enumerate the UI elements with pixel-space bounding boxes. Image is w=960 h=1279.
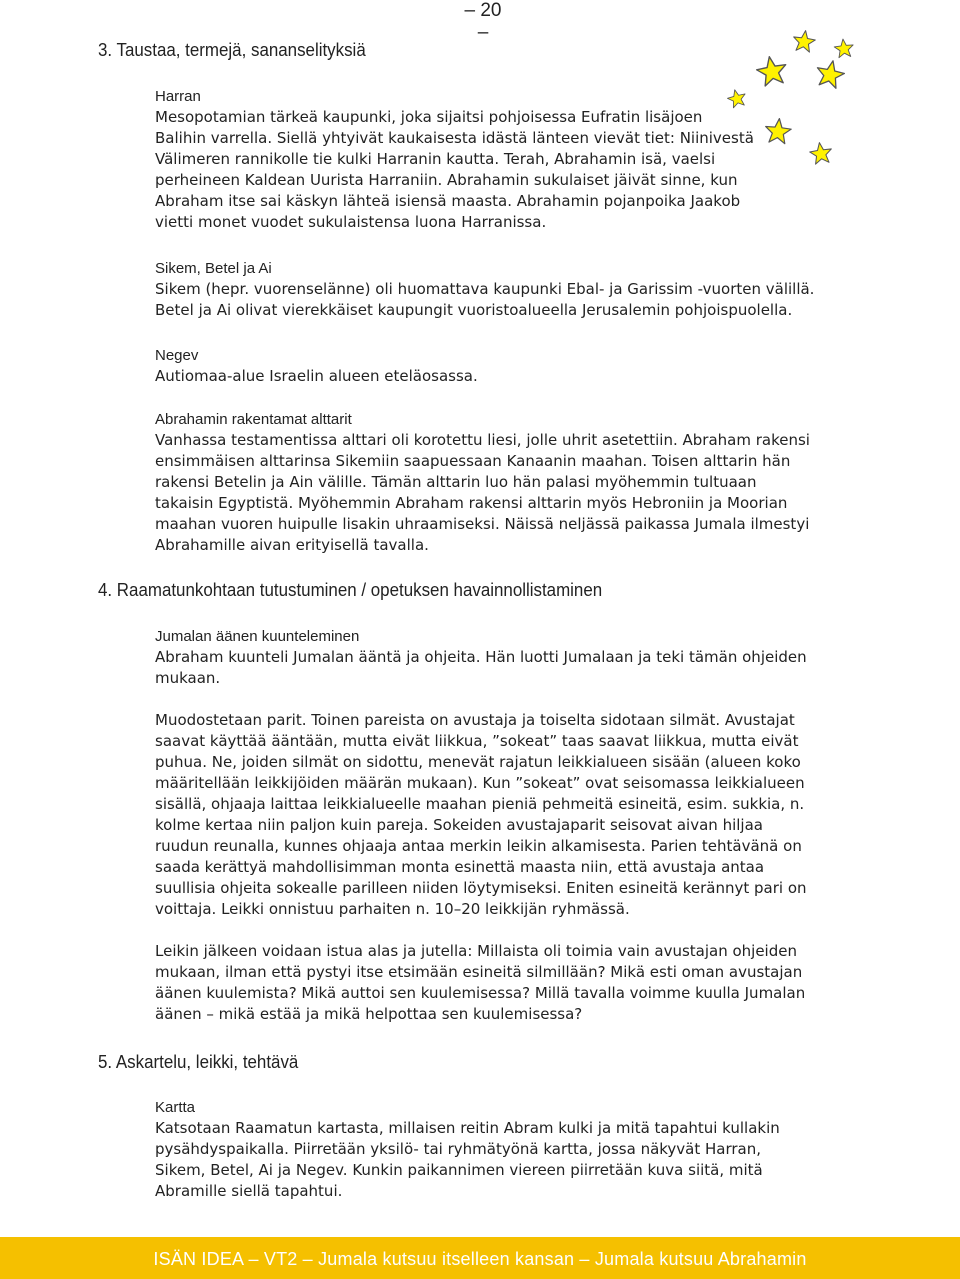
footer-bar bbox=[0, 1237, 960, 1279]
activity-listening bbox=[155, 626, 815, 1025]
term-text: Sikem (hepr. vuorenselänne) oli huomattava kaupunki Ebal- ja Garissim -vuorten välillä. Betel ja Ai olivat vierekkäiset kaupungit vuoristoalueella Jerusalemin pohjoispuolella. bbox=[155, 280, 815, 319]
section-heading-5: 5. Askartelu, leikki, tehtävä bbox=[98, 1052, 299, 1072]
activity-map bbox=[155, 1097, 815, 1202]
section-heading-4: 4. Raamatunkohtaan tutustuminen / opetuksen havainnollistaminen bbox=[98, 580, 603, 600]
term-alttarit bbox=[155, 409, 815, 556]
paragraph: Katsotaan Raamatun kartasta, millaisen reitin Abram kulki ja mitä tapahtui kullakin pysähdyspaikalla. Piirretään yksilö- tai ryhmätyönä kartta, jossa näkyvät Harran, Sikem, Betel, Ai ja Negev. Kunkin paikannimen viereen piirretään kuva siitä, mitä Abramille siellä tapahtui. bbox=[155, 1119, 780, 1200]
term-title: Abrahamin rakentamat alttarit bbox=[155, 411, 352, 428]
term-text: Mesopotamian tärkeä kaupunki, joka sijaitsi pohjoisessa Eufratin lisäjoen Balihin varrella. Siellä yhtyivät kaukaisesta idästä länteen vievät tiet: Niinivestä Välimeren rannikolle tie kulki Harranin kautta. Terah, Abrahamin isä, vaelsi perheineen Kaldean Uurista Harraniin. Abrahamin sukulaiset jäivät sinne, kun Abraham itse sai käskyn lähteä isiensä maasta. Abrahamin pojanpoika Jaakob vietti monet vuodet sukulaistensa luona Harranissa. bbox=[155, 108, 754, 231]
activity-title: Jumalan äänen kuunteleminen bbox=[155, 628, 360, 645]
star-icon bbox=[814, 58, 846, 89]
paragraph: Muodostetaan parit. Toinen pareista on avustaja ja toiselta sidotaan silmät. Avustajat saavat käyttää ääntään, mutta eivät liikkua, ”sokeat” taas saavat liikkua, mutta eivät puhua. Ne, joiden silmät on sidottu, menevät rajatun leikkialueen sisään (alueen koko määritellään leikkijöiden määrän mukaan). Kun ”sokeat” ovat seisomassa leikkialueen sisällä, ohjaaja laittaa leikkialueelle maahan pieniä pehmeitä esineitä, esim. sukkia, n. kolme kertaa niin paljon kuin pareja. Sokeiden avustajaparit seisovat aivan hiljaa ruudun reunalla, kunnes ohjaaja antaa merkin leikin alkamisesta. Parien tehtävänä on saada kerättyä mahdollisimman monta esinettä maasta niin, että avustaja antaa suullisia ohjeita sokealle parilleen niiden löytymiseksi. Eniten esineitä kerännyt pari on voittaja. Leikki onnistuu parhaiten n. 10–20 leikkijän ryhmässä. bbox=[155, 711, 807, 918]
term-text: Vanhassa testamentissa alttari oli korotettu liesi, jolle uhrit asetettiin. Abraham rakensi ensimmäisen alttarinsa Sikemiin saapuessaan Kanaanin maahan. Toisen alttarin hän rakensi Betelin ja Ain välille. Tämän alttarin luo hän palasi myöhemmin tultuaan takaisin Egyptistä. Myöhemmin Abraham rakensi alttarin myös Hebroniin ja Moorian maahan vuoren huipulle lisakin uhraamiseksi. Näissä neljässä paikassa Jumala ilmestyi Abrahamille aivan erityisellä tavalla. bbox=[155, 431, 810, 554]
paragraph: Abraham kuunteli Jumalan ääntä ja ohjeita. Hän luotti Jumalaan ja teki tämän ohjeiden mukaan. bbox=[155, 648, 807, 687]
paragraph: Leikin jälkeen voidaan istua alas ja jutella: Millaista oli toimia vain avustajan ohjeiden mukaan, ilman että pystyi itse etsimään esineitä silmillään? Mikä esti oman avustajan äänen kuulemista? Mikä auttoi sen kuulemisessa? Millä tavalla voimme kuulla Jumalan äänen – mikä estää ja mikä helpottaa sen kuulemisessa? bbox=[155, 942, 806, 1023]
star-icon bbox=[792, 29, 817, 53]
page-number: – 20 – bbox=[464, 0, 502, 43]
term-text: Autiomaa-alue Israelin alueen eteläosassa. bbox=[155, 367, 478, 385]
term-title: Sikem, Betel ja Ai bbox=[155, 260, 272, 277]
section-heading-3: 3. Taustaa, termejä, sananselityksiä bbox=[98, 40, 366, 60]
term-sikem bbox=[155, 258, 815, 321]
star-icon bbox=[834, 38, 855, 58]
footer-text: ISÄN IDEA – VT2 – Jumala kutsuu itselleen kansan – Jumala kutsuu Abrahamin bbox=[153, 1249, 807, 1269]
activity-title: Kartta bbox=[155, 1099, 196, 1116]
term-negev bbox=[155, 345, 815, 387]
star-icon bbox=[755, 54, 789, 87]
term-title: Harran bbox=[155, 88, 201, 105]
term-title: Negev bbox=[155, 347, 199, 364]
term-harran bbox=[155, 86, 815, 233]
